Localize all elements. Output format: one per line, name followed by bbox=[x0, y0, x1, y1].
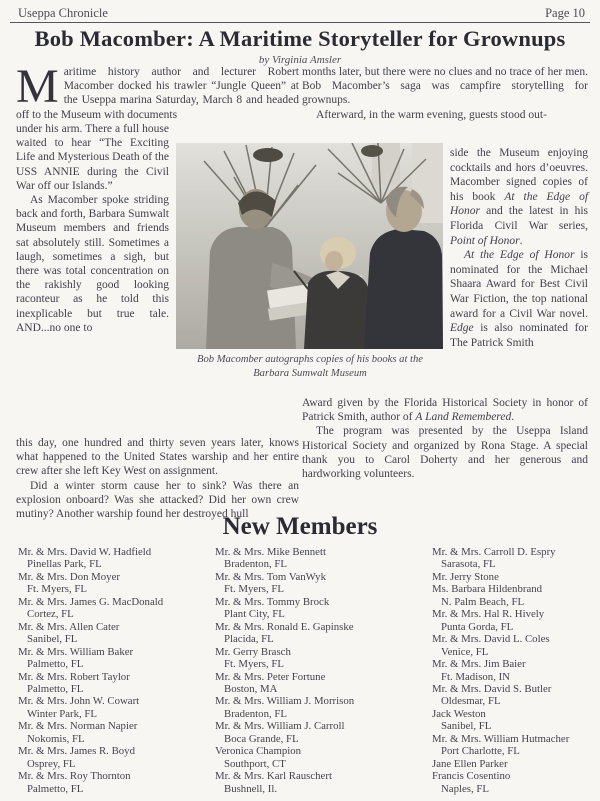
member-city: Placida, FL bbox=[224, 633, 274, 646]
newsletter-name: Useppa Chronicle bbox=[18, 6, 108, 20]
member-name: Mr. & Mrs. William J. Carroll bbox=[215, 720, 345, 733]
member-city: Sanibel, FL bbox=[27, 633, 78, 646]
member-city: Oldesmar, FL bbox=[441, 695, 501, 708]
member-city: Southport, CT bbox=[224, 757, 286, 770]
member-city: Punta Gorda, FL bbox=[441, 620, 514, 633]
member-name: Mr. & Mrs. John W. Cowart bbox=[18, 695, 140, 708]
paragraph: under his arm. There a full house waited to hear “The Exciting Life and Mysterious Death of the USS ANNIE during the Civil War off our Islands.” bbox=[16, 123, 169, 192]
member-city: Sarasota, FL bbox=[441, 558, 496, 571]
header-divider bbox=[10, 22, 590, 23]
member-name: Mr. & Mrs. Robert Taylor bbox=[18, 670, 130, 683]
member-name: Mr. & Mrs. David L. Coles bbox=[432, 633, 550, 646]
paragraph: Did a winter storm cause her to sink? Was there an explosion onboard? Was she attacked? Did her own crew mutiny? Another warship found her destroyed hull bbox=[16, 479, 299, 521]
article-text-left-bottom bbox=[16, 436, 299, 521]
member-city: Bradenton, FL bbox=[224, 707, 287, 720]
member-name: Mr. & Mrs. Karl Rauschert bbox=[215, 770, 332, 783]
member-city: Sanibel, FL bbox=[441, 720, 492, 733]
member-name: Jack Weston bbox=[432, 707, 486, 720]
member-name: Ms. Barbara Hildenbrand bbox=[432, 583, 543, 596]
member-name: Mr. & Mrs. James R. Boyd bbox=[18, 745, 135, 758]
member-name: Mr. & Mrs. Roy Thornton bbox=[18, 770, 131, 783]
member-city: Ft. Myers, FL bbox=[224, 658, 284, 671]
paragraph: At the Edge of Honor is nominated for the Michael Shaara Award for Best Civil War Fiction, the top national award for a Civil War novel. Edge is also nominated for The Patrick Smith bbox=[450, 249, 588, 349]
member-city: Port Charlotte, FL bbox=[441, 745, 520, 758]
member-name: Jane Ellen Parker bbox=[432, 757, 508, 770]
photo-caption-line1: Bob Macomber autographs copies of his books at the bbox=[197, 354, 423, 365]
member-city: Ft. Madison, IN bbox=[441, 670, 510, 683]
member-name: Mr. & Mrs. Don Moyer bbox=[18, 570, 120, 583]
paragraph: this day, one hundred and thirty seven years later, knows what happened to the United States warship and her entire crew after she left Key West on assignment. bbox=[16, 437, 299, 478]
member-name: Mr. & Mrs. Mike Bennett bbox=[215, 546, 326, 558]
photo-caption-line2: Barbara Sumwalt Museum bbox=[253, 367, 367, 379]
article-text-left-top bbox=[16, 60, 299, 122]
article-text-left-narrow bbox=[16, 122, 169, 335]
member-name: Mr. & Mrs. William Hutmacher bbox=[432, 732, 570, 745]
member-name: Mr. Gerry Brasch bbox=[215, 645, 291, 658]
paragraph: Award given by the Florida Historical Society in honor of Patrick Smith, author of A Land Remembered. bbox=[302, 397, 588, 424]
article-photo bbox=[176, 143, 443, 349]
paragraph: Afterward, in the warm evening, guests stood out- bbox=[316, 108, 547, 121]
paragraph: As Macomber spoke striding back and forth, Barbara Sumwalt Museum members and friends sat absolutely still. Sometimes a laugh, sometimes a sigh, but there was total concentration on the rakishly good looking raconteur as he told this inexplicable but true tale. AND...no one to bbox=[16, 194, 169, 334]
member-name: Mr. & Mrs. Norman Napier bbox=[18, 720, 138, 733]
member-city: Bushnell, Il. bbox=[224, 782, 278, 795]
member-city: Palmetto, FL bbox=[27, 682, 84, 695]
member-name: Mr. & Mrs. Jim Baier bbox=[432, 658, 526, 671]
member-city: Ft. Myers, FL bbox=[27, 583, 87, 596]
article-text-right-narrow bbox=[450, 146, 588, 350]
new-members-heading: New Members bbox=[222, 513, 378, 540]
member-city: Ft. Myers, FL bbox=[224, 583, 284, 596]
member-name: Mr. & Mrs. Tom VanWyk bbox=[215, 570, 326, 583]
member-city: Plant City, FL bbox=[224, 608, 285, 621]
article-text-right-bottom bbox=[302, 396, 588, 481]
article-byline: by Virginia Amsler bbox=[258, 54, 342, 66]
member-name: Mr. & Mrs. Peter Fortune bbox=[215, 670, 326, 683]
member-name: Mr. & Mrs. David W. Hadfield bbox=[18, 546, 152, 558]
member-city: Boca Grande, FL bbox=[224, 732, 299, 745]
paragraph: months later, but there were no clues and no trace of her men. Bob Macomber’s saga was campfire storytelling for grownups. bbox=[302, 66, 588, 107]
member-name: Mr. & Mrs. Hal R. Hively bbox=[432, 608, 545, 621]
member-name: Mr. & Mrs. William J. Morrison bbox=[215, 695, 355, 708]
member-name: Mr. & Mrs. Allen Cater bbox=[18, 620, 120, 633]
book-signing-photo bbox=[176, 143, 443, 349]
member-city: Palmetto, FL bbox=[27, 658, 84, 671]
member-city: Boston, MA bbox=[224, 682, 278, 695]
article-text-right-top bbox=[302, 65, 588, 122]
member-city: Pinellas Park, FL bbox=[27, 558, 102, 571]
page-number: Page 10 bbox=[545, 6, 585, 20]
new-members-column-2 bbox=[215, 546, 427, 795]
member-name: Francis Cosentino bbox=[432, 770, 511, 783]
member-city: N. Palm Beach, FL bbox=[441, 595, 525, 608]
paragraph-text: aritime history author and lecturer Robert Macomber docked his trawler “Jungle Queen” at the Useppa marina Saturday, March 8 and headed off to the Museum with documents bbox=[16, 66, 299, 121]
new-members-column-3 bbox=[432, 546, 598, 795]
member-city: Bradenton, FL bbox=[224, 558, 287, 571]
paragraph: side the Museum enjoying cocktails and hors d’oeuvres. Macomber signed copies of his book At the Edge of Honor and the latest in his Florida Civil War series, Point of Honor. bbox=[450, 147, 589, 247]
member-city: Osprey, FL bbox=[27, 757, 76, 770]
member-city: Palmetto, FL bbox=[27, 782, 84, 795]
member-city: Winter Park, FL bbox=[27, 707, 98, 720]
member-name: Mr. & Mrs. William Baker bbox=[18, 645, 134, 658]
member-city: Venice, FL bbox=[441, 645, 489, 658]
article-title: Bob Macomber: A Maritime Storyteller for Grownups bbox=[34, 26, 566, 51]
member-name: Mr. & Mrs. David S. Butler bbox=[432, 682, 552, 695]
paragraph: The program was presented by the Useppa Island Historical Society and organized by Rona Stage. A special thank you to Carol Doherty and her generous and hardworking volunteers. bbox=[302, 425, 588, 481]
member-name: Veronica Champion bbox=[215, 745, 302, 758]
member-name: Mr. & Mrs. James G. MacDonald bbox=[18, 595, 164, 608]
member-name: Mr. & Mrs. Ronald E. Gapinske bbox=[215, 620, 354, 633]
new-members-column-1 bbox=[18, 546, 214, 795]
member-name: Mr. & Mrs. Carroll D. Espry bbox=[432, 546, 556, 558]
member-city: Naples, FL bbox=[441, 782, 489, 795]
paragraph bbox=[16, 60, 299, 122]
member-city: Cortez, FL bbox=[27, 608, 74, 621]
drop-cap: M bbox=[16, 60, 59, 113]
member-name: Mr. & Mrs. Tommy Brock bbox=[215, 595, 330, 608]
member-name: Mr. Jerry Stone bbox=[432, 570, 499, 583]
member-city: Nokomis, FL bbox=[27, 732, 85, 745]
photo-caption bbox=[155, 353, 465, 380]
